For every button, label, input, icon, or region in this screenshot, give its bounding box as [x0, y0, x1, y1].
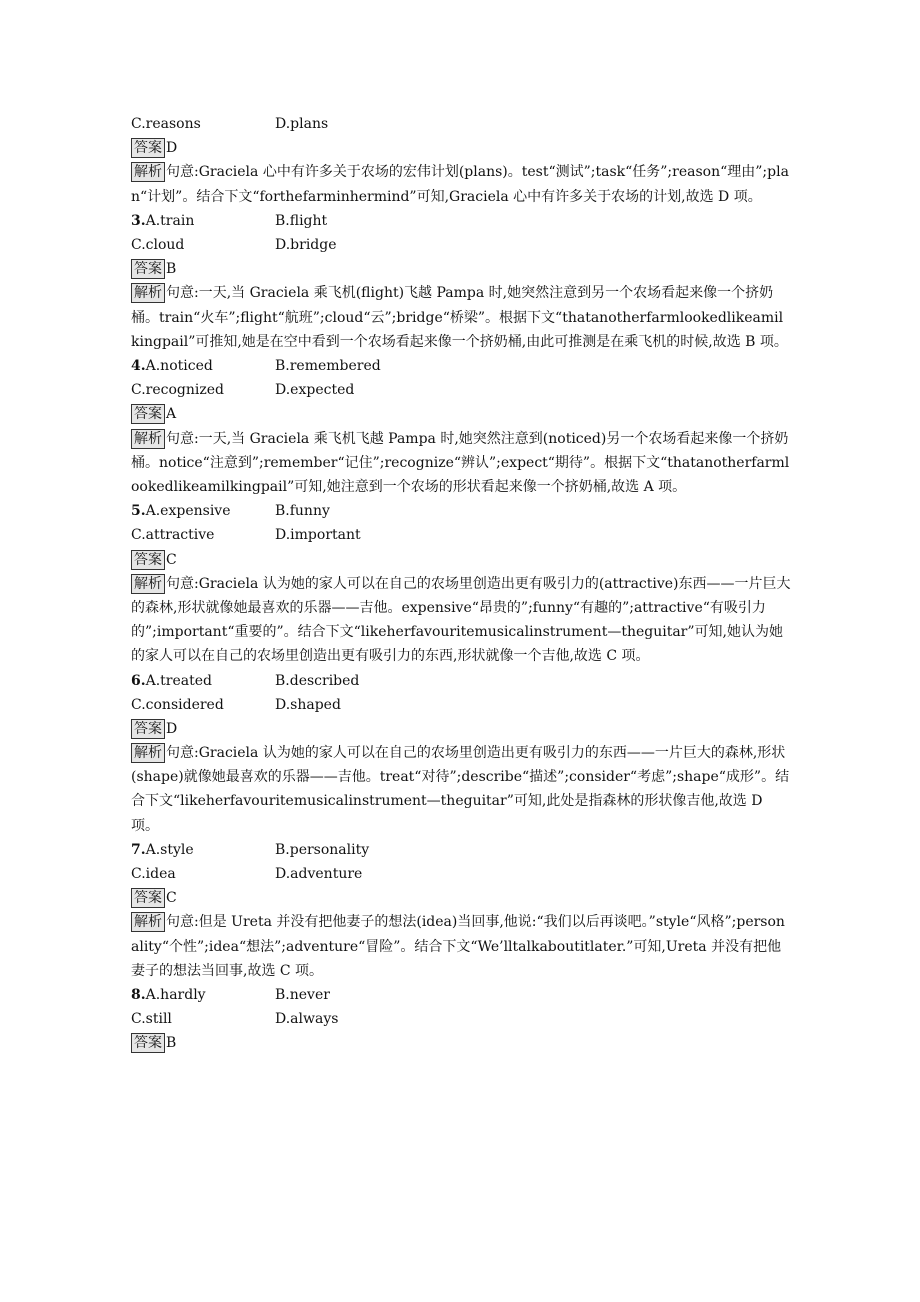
explanation-block	[131, 427, 791, 500]
options-row	[131, 354, 791, 378]
options-row	[131, 1007, 791, 1031]
answer-label: 答案	[131, 550, 165, 570]
option-b: B.personality	[275, 841, 370, 858]
question-number: 7.	[131, 841, 146, 858]
explanation-text: 句意:一天,当 Graciela 乘飞机(flight)飞越 Pampa 时,她突然注意到另一个农场看起来像一个挤奶桶。train“火车”;flight“航班”;cloud“云”;bridge“桥梁”。根据下文“thatanotherfarmlookedlikeamilkingpail”可推知,她是在空中看到一个农场看起来像一个挤奶桶,由此可推测是在乘飞机的时候,故选 B 项。	[131, 285, 788, 350]
option-a: A.style	[145, 841, 194, 858]
question-number: 4.	[131, 357, 146, 374]
question-item	[131, 112, 791, 209]
options-row	[131, 669, 791, 693]
options-row	[131, 499, 791, 523]
options-row	[131, 378, 791, 402]
answer-value: D	[166, 140, 178, 157]
answer-line	[131, 402, 791, 426]
option-d: D.bridge	[275, 236, 337, 253]
option-d: D.adventure	[275, 866, 363, 883]
answer-value: B	[166, 1035, 177, 1052]
question-number: 6.	[131, 672, 146, 689]
answer-value: B	[166, 261, 177, 278]
explanation-label: 解析	[131, 283, 165, 303]
question-item	[131, 499, 791, 668]
explanation-block	[131, 572, 791, 669]
options-row	[131, 112, 791, 136]
explanation-block	[131, 910, 791, 983]
answer-line	[131, 717, 791, 741]
option-a: A.treated	[145, 672, 213, 689]
option-d: D.always	[275, 1011, 339, 1028]
answer-label: 答案	[131, 259, 165, 279]
option-a: A.train	[145, 212, 195, 229]
option-c: C.recognized	[131, 382, 224, 399]
option-d: D.expected	[275, 382, 355, 399]
explanation-block	[131, 281, 791, 354]
explanation-text: 句意:一天,当 Graciela 乘飞机飞越 Pampa 时,她突然注意到(noticed)另一个农场看起来像一个挤奶桶。notice“注意到”;remember“记住”;recognize“辨认”;expect“期待”。根据下文“thatanotherfarmlookedlikeamilkingpail”可知,她注意到一个农场的形状看起来像一个挤奶桶,故选 A 项。	[131, 430, 790, 495]
option-d: D.plans	[275, 116, 329, 132]
option-a: A.noticed	[145, 357, 213, 374]
options-row	[131, 693, 791, 717]
answer-line	[131, 548, 791, 572]
explanation-label: 解析	[131, 429, 165, 449]
answer-line	[131, 886, 791, 910]
option-d: D.important	[275, 527, 361, 544]
options-row	[131, 838, 791, 862]
answer-value: D	[166, 720, 178, 737]
explanation-text: 句意:Graciela 心中有许多关于农场的宏伟计划(plans)。test“测试”;task“任务”;reason“理由”;plan“计划”。结合下文“forthefarminhermind”可知,Graciela 心中有许多关于农场的计划,故选 D 项。	[131, 164, 789, 205]
content-column	[131, 112, 791, 1056]
options-row	[131, 209, 791, 233]
option-c: C.still	[131, 1011, 172, 1028]
question-number: 5.	[131, 503, 146, 520]
option-a: A.hardly	[145, 987, 206, 1004]
question-number: 3.	[131, 212, 146, 229]
option-c: C.attractive	[131, 527, 215, 544]
question-item	[131, 669, 791, 838]
explanation-block	[131, 741, 791, 838]
option-b: B.described	[275, 672, 360, 689]
option-b: B.never	[275, 987, 330, 1004]
answer-label: 答案	[131, 138, 165, 158]
option-b: B.funny	[275, 503, 330, 520]
explanation-text: 句意:但是 Ureta 并没有把他妻子的想法(idea)当回事,他说:“我们以后再谈吧。”style“风格”;personality“个性”;idea“想法”;adventure“冒险”。结合下文“We’lltalkaboutitlater.”可知,Ureta 并没有把他妻子的想法当回事,故选 C 项。	[131, 914, 785, 979]
question-item	[131, 354, 791, 499]
explanation-label: 解析	[131, 162, 165, 182]
explanation-text: 句意:Graciela 认为她的家人可以在自己的农场里创造出更有吸引力的(attractive)东西——一片巨大的森林,形状就像她最喜欢的乐器——吉他。expensive“昂贵的”;funny“有趣的”;attractive“有吸引力的”;important“重要的”。结合下文“likeherfavouritemusicalinstrument—theguitar”可知,她认为她的家人可以在自己的农场里创造出更有吸引力的东西,形状就像一个吉他,故选 C 项。	[131, 575, 791, 665]
explanation-label: 解析	[131, 574, 165, 594]
answer-line	[131, 257, 791, 281]
question-item	[131, 209, 791, 354]
explanation-block	[131, 160, 791, 208]
answer-label: 答案	[131, 404, 165, 424]
option-d: D.shaped	[275, 696, 341, 713]
answer-label: 答案	[131, 888, 165, 908]
option-c: C.considered	[131, 696, 224, 713]
option-c: C.reasons	[131, 116, 201, 132]
answer-label: 答案	[131, 719, 165, 739]
answer-value: C	[166, 890, 177, 907]
explanation-label: 解析	[131, 743, 165, 763]
explanation-text: 句意:Graciela 认为她的家人可以在自己的农场里创造出更有吸引力的东西——一片巨大的森林,形状(shape)就像她最喜欢的乐器——吉他。treat“对待”;describe“描述”;consider“考虑”;shape“成形”。结合下文“likeherfavouritemusicalinstrument—theguitar”可知,此处是指森林的形状像吉他,故选 D 项。	[131, 745, 790, 834]
answer-label: 答案	[131, 1033, 165, 1053]
question-number: 8.	[131, 987, 146, 1004]
options-row	[131, 862, 791, 886]
options-row	[131, 233, 791, 257]
answer-value: A	[166, 406, 177, 423]
option-c: C.idea	[131, 866, 176, 883]
option-a: A.expensive	[145, 503, 231, 520]
option-b: B.flight	[275, 212, 328, 229]
question-item	[131, 983, 791, 1056]
answer-value: C	[166, 551, 177, 568]
answer-line	[131, 136, 791, 160]
option-b: B.remembered	[275, 357, 381, 374]
options-row	[131, 983, 791, 1007]
answer-line	[131, 1031, 791, 1055]
question-item	[131, 838, 791, 983]
option-c: C.cloud	[131, 236, 185, 253]
options-row	[131, 523, 791, 547]
explanation-label: 解析	[131, 912, 165, 932]
